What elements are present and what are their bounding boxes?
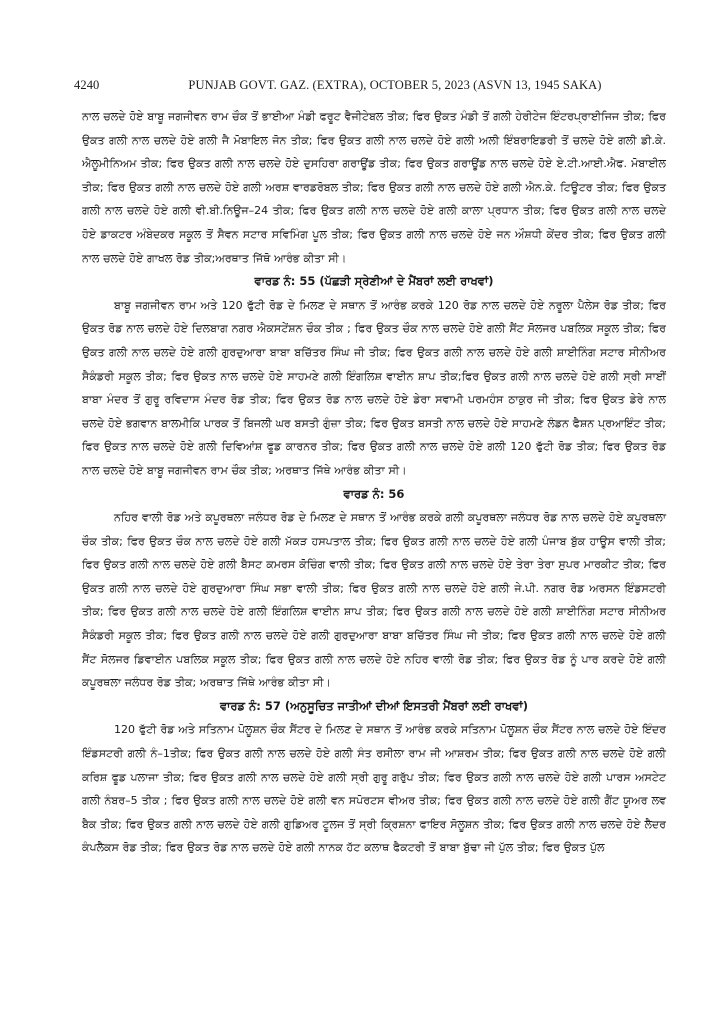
ward-56-paragraph: ਨਹਿਰ ਵਾਲੀ ਰੋਡ ਅਤੇ ਕਪੂਰਥਲਾ ਜਲੰਧਰ ਰੋਡ ਦੇ ਮਿਲਣ ਦੇ ਸਥਾਨ ਤੋਂ ਆਰੰਭ ਕਰਕੇ ਗਲੀ ਕਪੂਰਥਲਾ ਜਲੰਧਰ ਰੋਡ ਨਾਲ ਚਲਦੇ ਹੋਏ ਕਪੂਰਥਲਾ ਚੌਕ ਤੀਕ; ਫਿਰ ਉਕਤ ਚੌਕ ਨਾਲ ਚਲਦੇ ਹੋਏ ਗਲੀ ਮੱਕੜ ਹਸਪਤਾਲ ਤੀਕ; ਫਿਰ ਉਕਤ ਗਲੀ ਨਾਲ ਚਲਦੇ ਹੋਏ ਗਲੀ ਪੰਜਾਬ ਬੁੱਕ ਹਾਊਸ ਵਾਲੀ ਤੀਕ; ਫਿਰ ਉਕਤ ਗਲੀ ਨਾਲ ਚਲਦੇ ਹੋਏ ਗਲੀ ਬੈਸਟ ਕਮਰਸ ਕੋਚਿੰਗ ਵਾਲੀ ਤੀਕ; ਫਿਰ ਉਕਤ ਗਲੀ ਨਾਲ ਚਲਦੇ ਹੋਏ ਤੇਰਾ ਤੇਰਾ ਸੁਪਰ ਮਾਰਕੀਟ ਤੀਕ; ਫਿਰ ਉਕਤ ਗਲੀ ਨਾਲ ਚਲਦੇ ਹੋਏ ਗੁਰਦੁਆਰਾ ਸਿੰਘ ਸਭਾ ਵਾਲੀ ਤੀਕ; ਫਿਰ ਉਕਤ ਗਲੀ ਨਾਲ ਚਲਦੇ ਹੋਏ ਗਲੀ ਜੇ.ਪੀ. ਨਗਰ ਰੋਡ ਅਰਸਨ ਇੰਡਸਟਰੀ ਤੀਕ; ਫਿਰ ਉਕਤ ਗਲੀ ਨਾਲ ਚਲਦੇ ਹੋਏ ਗਲੀ ਇੰਗਲਿਸ਼ ਵਾਈਨ ਸ਼ਾਪ ਤੀਕ; ਫਿਰ ਉਕਤ ਗਲੀ ਨਾਲ ਚਲਦੇ ਹੋਏ ਗਲੀ ਸ਼ਾਈਨਿੰਗ ਸਟਾਰ ਸੀਨੀਅਰ ਸੈਕੰਡਰੀ ਸਕੂਲ ਤੀਕ; ਫਿਰ ਉਕਤ ਗਲੀ ਨਾਲ ਚਲਦੇ ਹੋਏ ਗਲੀ ਗੁਰਦੁਆਰਾ ਬਾਬਾ ਬਚਿੱਤਰ ਸਿੰਘ ਜੀ ਤੀਕ; ਫਿਰ ਉਕਤ ਗਲੀ ਨਾਲ ਚਲਦੇ ਹੋਏ ਗਲੀ ਸੈਂਟ ਸੋਲਜਰ ਡਿਵਾਈਨ ਪਬਲਿਕ ਸਕੂਲ ਤੀਕ; ਫਿਰ ਉਕਤ ਗਲੀ ਨਾਲ ਚਲਦੇ ਹੋਏ ਨਹਿਰ ਵਾਲੀ ਰੋਡ ਤੀਕ; ਫਿਰ ਉਕਤ ਰੋਡ ਨੂੰ ਪਾਰ ਕਰਦੇ ਹੋਏ ਗਲੀ ਕਪੂਰਥਲਾ ਜਲੰਧਰ ਰੋਡ ਤੀਕ; ਅਰਥਾਤ ਜਿੱਥੇ ਆਰੰਭ ਕੀਤਾ ਸੀ। — [82, 511, 666, 690]
intro-paragraph: ਨਾਲ ਚਲਦੇ ਹੋਏ ਬਾਬੂ ਜਗਜੀਵਨ ਰਾਮ ਚੌਕ ਤੋਂ ਭਾਈਆ ਮੰਡੀ ਫਰੂਟ ਵੈਜੀਟੇਬਲ ਤੀਕ; ਫਿਰ ਉਕਤ ਮੰਡੀ ਤੋਂ ਗਲੀ ਹੇਰੀਟੇਜ ਇੰਟਰਪ੍ਰਾਈਜਿਜ ਤੀਕ; ਫਿਰ ਉਕਤ ਗਲੀ ਨਾਲ ਚਲਦੇ ਹੋਏ ਗਲੀ ਜੈ ਮੋਬਾਇਲ ਜੋਨ ਤੀਕ; ਫਿਰ ਉਕਤ ਗਲੀ ਨਾਲ ਚਲਦੇ ਹੋਏ ਗਲੀ ਅਲੀ ਇੰਬਰਾਇਡਰੀ ਤੋਂ ਚਲਦੇ ਹੋਏ ਗਲੀ ਡੀ.ਕੇ. ਐਲੂਮੀਨਿਅਮ ਤੀਕ; ਫਿਰ ਉਕਤ ਗਲੀ ਨਾਲ ਚਲਦੇ ਹੋਏ ਦੁਸਹਿਰਾ ਗਰਾਊਂਡ ਤੀਕ; ਫਿਰ ਉਕਤ ਗਰਾਊਂਡ ਨਾਲ ਚਲਦੇ ਹੋਏ ਏ.ਟੀ.ਆਈ.ਐਫ. ਮੋਬਾਈਲ ਤੀਕ; ਫਿਰ ਉਕਤ ਗਲੀ ਨਾਲ ਚਲਦੇ ਹੋਏ ਗਲੀ ਅਰਸ਼ ਵਾਰਡਰੋਬਲ ਤੀਕ; ਫਿਰ ਉਕਤ ਗਲੀ ਨਾਲ ਚਲਦੇ ਹੋਏ ਗਲੀ ਐਨ.ਕੇ. ਟਿਊਟਰ ਤੀਕ; ਫਿਰ ਉਕਤ ਗਲੀ ਨਾਲ ਚਲਦੇ ਹੋਏ ਗਲੀ ਵੀ.ਬੀ.ਨਿਊਜ–24 ਤੀਕ; ਫਿਰ ਉਕਤ ਗਲੀ ਨਾਲ ਚਲਦੇ ਹੋਏ ਗਲੀ ਕਾਲਾ ਪ੍ਰਧਾਨ ਤੀਕ; ਫਿਰ ਉਕਤ ਗਲੀ ਨਾਲ ਚਲਦੇ ਹੋਏ ਡਾਕਟਰ ਅੰਬੇਦਕਰ ਸਕੂਲ ਤੋਂ ਸੈਵਨ ਸਟਾਰ ਸਵਿਮਿੰਗ ਪੂਲ ਤੀਕ; ਫਿਰ ਉਕਤ ਗਲੀ ਨਾਲ ਚਲਦੇ ਹੋਏ ਜਨ ਔਸ਼ਧੀ ਕੇਂਦਰ ਤੀਕ; ਫਿਰ ਉਕਤ ਗਲੀ ਨਾਲ ਚਲਦੇ ਹੋਏ ਗਾਖਲ ਰੋਡ ਤੀਕ;ਅਰਥਾਤ ਜਿੱਥੋ ਆਰੰਭ ਕੀਤਾ ਸੀ। — [82, 110, 666, 265]
gazette-title: PUNJAB GOVT. GAZ. (EXTRA), OCTOBER 5, 2023 (ASVN 13, 1945 SAKA) — [188, 78, 602, 92]
ward-56-heading: ਵਾਰਡ ਨੰ: 56 — [343, 486, 405, 501]
page-number: 4240 — [74, 78, 100, 92]
ward-57-heading: ਵਾਰਡ ਨੰ: 57 (ਅਨੁਸੂਚਿਤ ਜਾਤੀਆਂ ਦੀਆਂ ਇਸਤਰੀ ਮੈਂਬਰਾਂ ਲਈ ਰਾਖਵਾਂ) — [219, 698, 529, 713]
ward-57-paragraph: 120 ਫੁੱਟੀ ਰੋਡ ਅਤੇ ਸਤਿਨਾਮ ਪੋਲੂਸ਼ਨ ਚੌਕ ਸੈਂਟਰ ਦੇ ਮਿਲਣ ਦੇ ਸਥਾਨ ਤੋਂ ਆਰੰਭ ਕਰਕੇ ਸਤਿਨਾਮ ਪੋਲੂਸ਼ਨ ਚੌਕ ਸੈਂਟਰ ਨਾਲ ਚਲਦੇ ਹੋਏ ਇੰਦਰ ਇੰਡਸਟਰੀ ਗਲੀ ਨੰ–1ਤੀਕ; ਫਿਰ ਉਕਤ ਗਲੀ ਨਾਲ ਚਲਦੇ ਹੋਏ ਗਲੀ ਸੰਤ ਰਸੀਲਾ ਰਾਮ ਜੀ ਆਸ਼ਰਮ ਤੀਕ; ਫਿਰ ਉਕਤ ਗਲੀ ਨਾਲ ਚਲਦੇ ਹੋਏ ਗਲੀ ਕਰਿਸ਼ ਫੂਡ ਪਲਾਜਾ ਤੀਕ; ਫਿਰ ਉਕਤ ਗਲੀ ਨਾਲ ਚਲਦੇ ਹੋਏ ਗਲੀ ਸ੍ਰੀ ਗੁਰੂ ਗਰੁੱਪ ਤੀਕ; ਫਿਰ ਉਕਤ ਗਲੀ ਨਾਲ ਚਲਦੇ ਹੋਏ ਗਲੀ ਪਾਰਸ ਅਸਟੇਟ ਗਲੀ ਨੰਬਰ–5 ਤੀਕ ; ਫਿਰ ਉਕਤ ਗਲੀ ਨਾਲ ਚਲਦੇ ਹੋਏ ਗਲੀ ਵਨ ਸਪੋਰਟਸ ਵੀਅਰ ਤੀਕ; ਫਿਰ ਉਕਤ ਗਲੀ ਨਾਲ ਚਲਦੇ ਹੋਏ ਗਲੀ ਗੈਂਟ ਯੂਅਰ ਲਵ ਬੈਕ ਤੀਕ; ਫਿਰ ਉਕਤ ਗਲੀ ਨਾਲ ਚਲਦੇ ਹੋਏ ਗਲੀ ਗੁਡਿਅਰ ਟੂਲਜ ਤੋਂ ਸ੍ਰੀ ਕ੍ਰਿਸ਼ਨਾ ਫਾਇਰ ਸੋਲੂਸ਼ਨ ਤੀਕ; ਫਿਰ ਉਕਤ ਗਲੀ ਨਾਲ ਚਲਦੇ ਹੋਏ ਲੈਦਰ ਕੰਪਲੈਕਸ ਰੋਡ ਤੀਕ; ਫਿਰ ਉਕਤ ਰੋਡ ਨਾਲ ਚਲਦੇ ਹੋਏ ਗਲੀ ਨਾਨਕ ਹੱਟ ਕਲਾਥ ਫੈਕਟਰੀ ਤੋਂ ਬਾਬਾ ਬੁੱਢਾ ਜੀ ਪੁੱਲ ਤੀਕ; ਫਿਰ ਉਕਤ ਪੁੱਲ — [82, 723, 666, 855]
page-header — [74, 78, 666, 100]
ward-55-heading: ਵਾਰਡ ਨੰ: 55 (ਪੱਛੜੀ ਸ੍ਰੇਣੀਆਂ ਦੇ ਮੈਂਬਰਾਂ ਲਈ ਰਾਖਵਾਂ) — [254, 274, 494, 289]
ward-55-paragraph: ਬਾਬੂ ਜਗਜੀਵਨ ਰਾਮ ਅਤੇ 120 ਫੁੱਟੀ ਰੋਡ ਦੇ ਮਿਲਣ ਦੇ ਸਥਾਨ ਤੋਂ ਆਰੰਭ ਕਰਕੇ 120 ਰੋਡ ਨਾਲ ਚਲਦੇ ਹੋਏ ਨਰੂਲਾ ਪੈਲੇਸ ਰੋਡ ਤੀਕ; ਫਿਰ ਉਕਤ ਰੋਡ ਨਾਲ ਚਲਦੇ ਹੋਏ ਦਿਲਬਾਗ ਨਗਰ ਐਕਸਟੇਂਸ਼ਨ ਚੌਕ ਤੀਕ ; ਫਿਰ ਉਕਤ ਚੌਕ ਨਾਲ ਚਲਦੇ ਹੋਏ ਗਲੀ ਸੈਂਟ ਸੋਲਜਰ ਪਬਲਿਕ ਸਕੂਲ ਤੀਕ; ਫਿਰ ਉਕਤ ਗਲੀ ਨਾਲ ਚਲਦੇ ਹੋਏ ਗਲੀ ਗੁਰਦੁਆਰਾ ਬਾਬਾ ਬਚਿੱਤਰ ਸਿੰਘ ਜੀ ਤੀਕ; ਫਿਰ ਉਕਤ ਗਲੀ ਨਾਲ ਚਲਦੇ ਹੋਏ ਗਲੀ ਸ਼ਾਈਨਿੰਗ ਸਟਾਰ ਸੀਨੀਅਰ ਸੈਕੰਡਰੀ ਸਕੂਲ ਤੀਕ; ਫਿਰ ਉਕਤ ਨਾਲ ਚਲਦੇ ਹੋਏ ਸਾਹਮਣੇ ਗਲੀ ਇੰਗਲਿਸ਼ ਵਾਈਨ ਸ਼ਾਪ ਤੀਕ;ਫਿਰ ਉਕਤ ਗਲੀ ਨਾਲ ਚਲਦੇ ਹੋਏ ਗਲੀ ਸ੍ਰੀ ਸਾਈਂ ਬਾਬਾ ਮੰਦਰ ਤੋਂ ਗੁਰੂ ਰਵਿਦਾਸ ਮੰਦਰ ਰੋਡ ਤੀਕ; ਫਿਰ ਉਕਤ ਰੋਡ ਨਾਲ ਚਲਦੇ ਹੋਏ ਡੇਰਾ ਸਵਾਮੀ ਪਰਮਹੰਸ ਠਾਕੁਰ ਜੀ ਤੀਕ; ਫਿਰ ਉਕਤ ਡੇਰੇ ਨਾਲ ਚਲਦੇ ਹੋਏ ਭਗਵਾਨ ਬਾਲਮੀਕਿ ਪਾਰਕ ਤੋਂ ਬਿਜਲੀ ਘਰ ਬਸਤੀ ਗੁੰਜ਼ਾ ਤੀਕ; ਫਿਰ ਉਕਤ ਬਸਤੀ ਨਾਲ ਚਲਦੇ ਹੋਏ ਸਾਹਮਣੇ ਲੰਡਨ ਫੈਸ਼ਨ ਪ੍ਰਆਇੰਟ ਤੀਕ; ਫਿਰ ਉਕਤ ਨਾਲ ਚਲਦੇ ਹੋਏ ਗਲੀ ਦਿਵਿਆਂਸ਼ ਫੂਡ ਕਾਰਨਰ ਤੀਕ; ਫਿਰ ਉਕਤ ਗਲੀ ਨਾਲ ਚਲਦੇ ਹੋਏ ਗਲੀ 120 ਫੁੱਟੀ ਰੋਡ ਤੀਕ; ਫਿਰ ਉਕਤ ਰੋਡ ਨਾਲ ਚਲਦੇ ਹੋਏ ਬਾਬੂ ਜਗਜੀਵਨ ਰਾਮ ਚੌਕ ਤੀਕ; ਅਰਥਾਤ ਜਿੱਥੇ ਆਰੰਭ ਕੀਤਾ ਸੀ। — [82, 298, 666, 477]
